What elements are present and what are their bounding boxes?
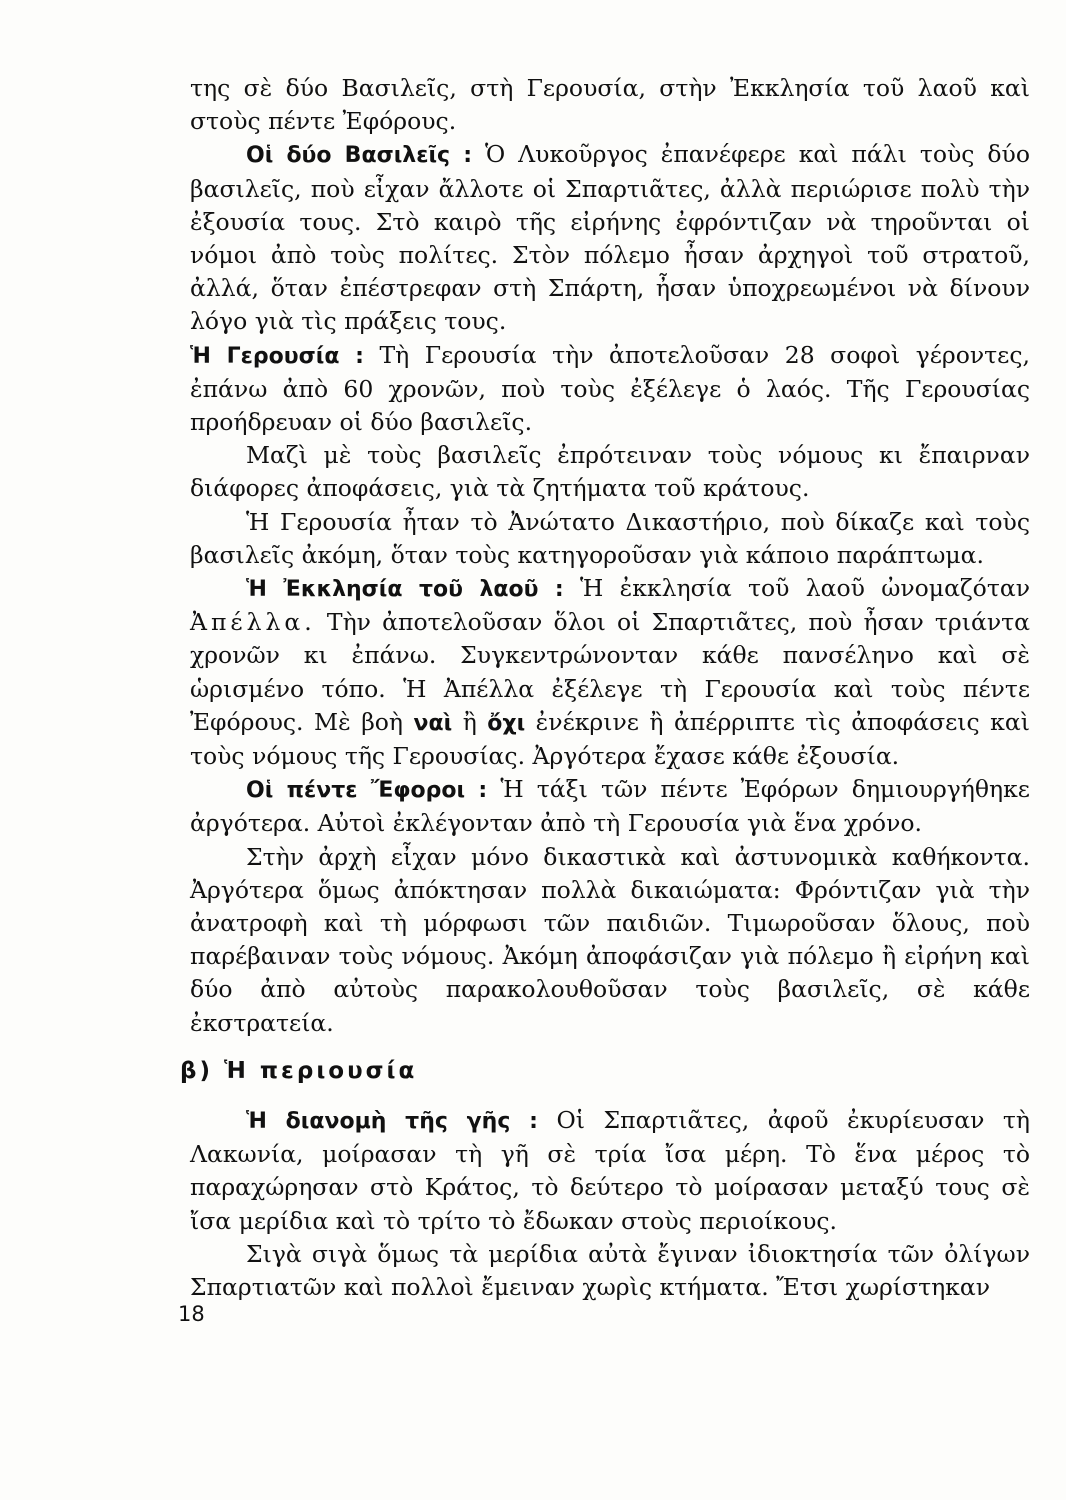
paragraph-text: της σὲ δύο Βασιλεῖς, στὴ Γερουσία, στὴν Ἐκκλησία τοῦ λαοῦ καὶ στοὺς πέντε Ἐφόρους. — [190, 74, 1030, 136]
paragraph-text: Στὴν ἀρχὴ εἶχαν μόνο δικαστικὰ καὶ ἀστυνομικὰ καθήκοντα. Ἀργότερα ὅμως ἀπόκτησαν πολλὰ δικαιώματα: Φρόντιζαν γιὰ τὴν ἀνατροφὴ καὶ τὴ μόρφωσι τῶν παιδιῶν. Τιμωροῦσαν ὅλους, ποὺ παρέβαιναν τοὺς νόμους. Ἀκόμη ἀποφάσιζαν γιὰ πόλεμο ἢ εἰρήνη καὶ δύο ἀπὸ αὐτοὺς παρακολουθοῦσαν τοὺς βασιλεῖς, σὲ κάθε ἐκστρατεία. — [190, 842, 1030, 1037]
page-body — [180, 72, 1031, 1304]
heading-basileis: Οἱ δύο Βασιλεῖς : — [246, 143, 473, 169]
paragraph-efori-duties — [190, 841, 1030, 1040]
term-nai: ναὶ — [413, 710, 453, 736]
paragraph-gerousia-laws — [190, 439, 1030, 505]
paragraph-text: Τὴν ἀποτελοῦσαν ὅλοι οἱ Σπαρτιᾶτες, ποὺ ἦσαν τριάντα χρονῶν κι ἐπάνω. Συγκεντρώνονταν κάθε πανσέληνο καὶ σὲ ὡρισμένο τόπο. Ἡ Ἀπέλλα ἐξέλεγε τὴ Γερουσία καὶ τοὺς πέντε Ἐφόρους. Μὲ βοὴ — [190, 608, 1030, 736]
paragraph-text: Μαζὶ μὲ τοὺς βασιλεῖς ἐπρότειναν τοὺς νόμους κι ἔπαιρναν διάφορες ἀποφάσεις, γιὰ τὰ ζητήματα τοῦ κράτους. — [190, 441, 1030, 503]
paragraph-basileis — [190, 138, 1030, 338]
paragraph-efori — [190, 773, 1030, 840]
paragraph-dianomi — [190, 1104, 1030, 1238]
heading-dianomi: Ἡ διανομὴ τῆς γῆς : — [246, 1108, 538, 1134]
paragraph-text: Ἡ τάξι τῶν πέντε Ἐφόρων δημιουργήθηκε ἀργότερα. Αὐτοὶ ἐκλέγονταν ἀπὸ τὴ Γερουσία γιὰ ἕνα χρόνο. — [190, 775, 1030, 838]
apella-term: Ἀπέλλα. — [190, 608, 316, 637]
paragraph-text: Ὁ Λυκοῦργος ἐπανέφερε καὶ πάλι τοὺς δύο βασιλεῖς, ποὺ εἶχαν ἄλλοτε οἱ Σπαρτιᾶτες, ἀλλὰ περιώρισε πολὺ τὴν ἐξουσία τους. Στὸ καιρὸ τῆς εἰρήνης ἐφρόντιζαν νὰ τηροῦνται οἱ νόμοι ἀπὸ τοὺς πολίτες. Στὸν πόλεμο ἦσαν ἀρχηγοὶ τοῦ στρατοῦ, ἀλλά, ὅταν ἐπέστρεφαν στὴ Σπάρτη, ἦσαν ὑποχρεωμένοι νὰ δίνουν λόγο γιὰ τὶς πράξεις τους. — [190, 140, 1030, 336]
term-ochi: ὄχι — [487, 710, 526, 736]
heading-ekklisia: Ἡ Ἐκκλησία τοῦ λαοῦ : — [246, 577, 564, 603]
paragraph-text: Οἱ Σπαρτιᾶτες, ἀφοῦ ἐκυρίευσαν τὴ Λακωνία, μοίρασαν τὴ γῆ σὲ τρία ἴσα μέρη. Τὸ ἕνα μέρος τὸ παραχώρησαν στὸ Κράτος, τὸ δεύτερο τὸ μοίρασαν μεταξύ τους σὲ ἴσα μερίδια καὶ τὸ τρίτο τὸ ἔδωκαν στοὺς περιοίκους. — [190, 1105, 1031, 1235]
heading-gerousia: Ἡ Γερουσία : — [190, 343, 364, 369]
page-number: 18 — [178, 1302, 205, 1326]
paragraph-text: Ἡ ἐκκλησία τοῦ λαοῦ ὠνομαζόταν — [580, 574, 1030, 603]
paragraph-text: Σιγὰ σιγὰ ὅμως τὰ μερίδια αὐτὰ ἔγιναν ἰδιοκτησία τῶν ὀλίγων Σπαρτιατῶν καὶ πολλοὶ ἔμειναν χωρὶς κτήματα. Ἔτσι χωρίστηκαν — [190, 1239, 1030, 1301]
section-title-periousia: β) Ἡ περιουσία — [180, 1057, 418, 1084]
paragraph-ekklisia — [190, 572, 1030, 773]
word-or: ἢ — [462, 707, 477, 736]
paragraph-gerousia — [190, 339, 1030, 440]
paragraph-text: Ἡ Γερουσία ἦταν τὸ Ἀνώτατο Δικαστήριο, ποὺ δίκαζε καὶ τοὺς βασιλεῖς ἀκόμη, ὅταν τοὺς κατηγοροῦσαν γιὰ κάποιο παράπτωμα. — [190, 507, 1030, 569]
paragraph-intro — [190, 72, 1030, 138]
paragraph-text: ἐνέκρινε ἢ ἀπέρριπτε τὶς ἀποφάσεις καὶ τοὺς νόμους τῆς Γερουσίας. Ἀργότερα ἔχασε κάθε ἐξουσία. — [190, 707, 1030, 771]
paragraph-gerousia-court — [190, 506, 1030, 572]
paragraph-last — [190, 1238, 1030, 1304]
paragraph-text: Τὴ Γερουσία τὴν ἀποτελοῦσαν 28 σοφοὶ γέροντες, ἐπάνω ἀπὸ 60 χρονῶν, ποὺ τοὺς ἐξέλεγε ὁ λαός. Τῆς Γερουσίας προήδρευαν οἱ δύο βασιλεῖς. — [190, 340, 1030, 437]
heading-efori: Οἱ πέντε Ἔφοροι : — [246, 778, 488, 804]
